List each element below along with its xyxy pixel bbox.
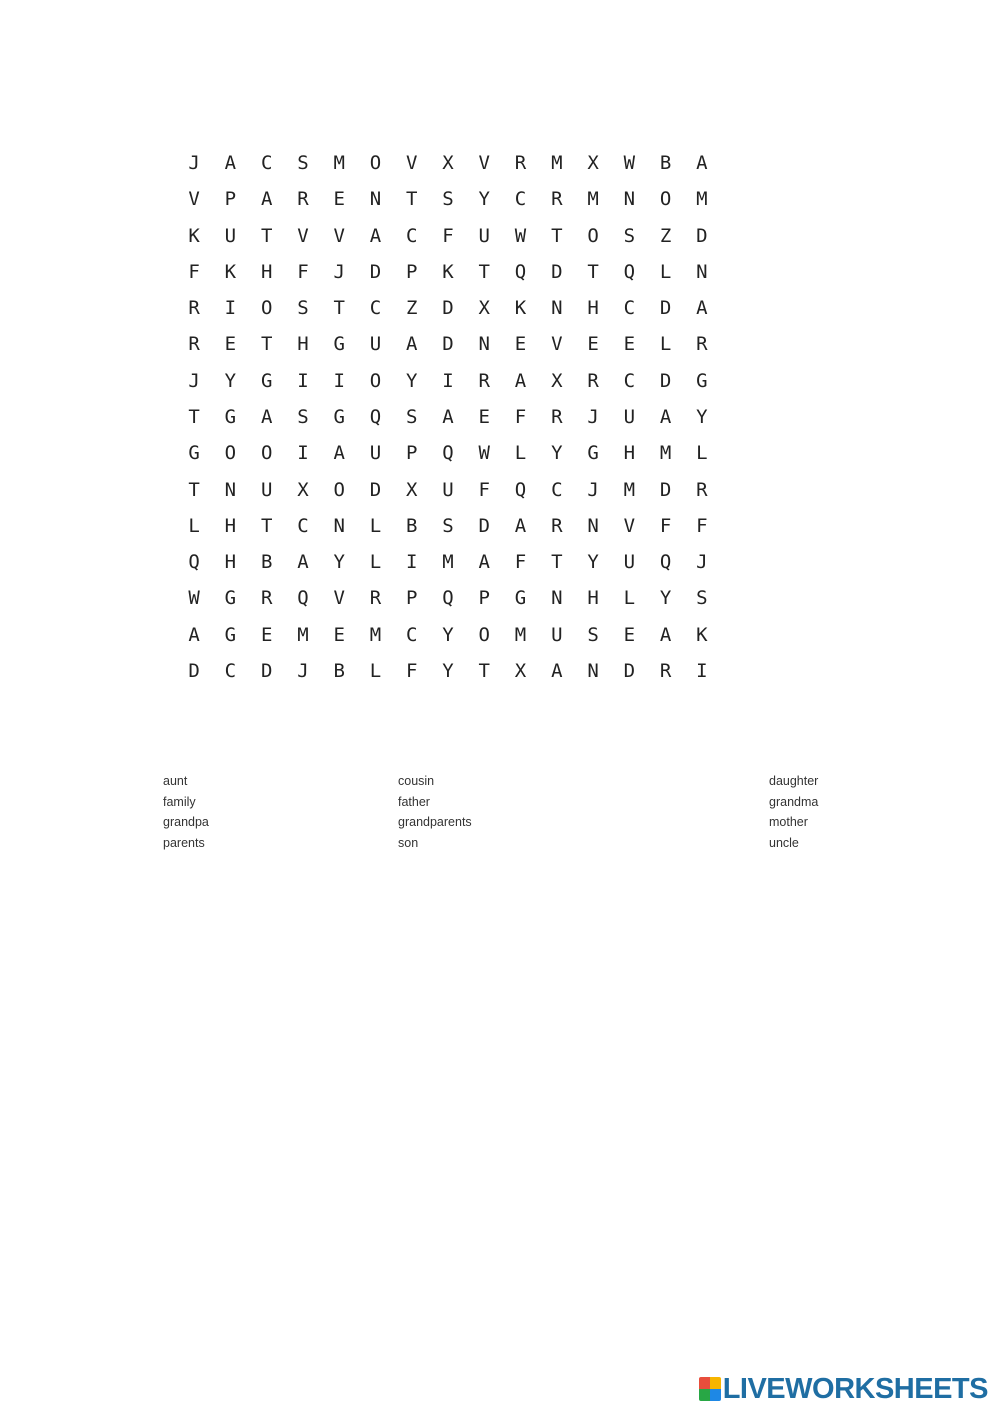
grid-letter: T: [551, 551, 563, 574]
grid-letter: S: [442, 514, 454, 537]
grid-letter: V: [478, 152, 490, 175]
grid-letter: O: [260, 297, 273, 320]
grid-letter: G: [224, 405, 237, 428]
grid-letter: J: [333, 260, 345, 283]
grid-letter: T: [406, 188, 418, 211]
grid-letter: K: [442, 260, 454, 283]
grid-letter: L: [514, 442, 527, 465]
grid-letter: H: [224, 514, 237, 537]
grid-letter: M: [587, 188, 599, 211]
grid-letter: P: [224, 188, 237, 211]
grid-letter: C: [551, 478, 563, 501]
grid-letter: D: [696, 224, 708, 247]
grid-letter: W: [188, 587, 200, 610]
grid-letter: P: [478, 587, 490, 610]
grid-letter: D: [369, 260, 382, 283]
grid-letter: U: [551, 623, 563, 646]
grid-letter: F: [514, 405, 527, 428]
grid-letter: Q: [297, 587, 309, 610]
grid-letter: U: [442, 478, 454, 501]
grid-letter: D: [659, 478, 672, 501]
grid-letter: U: [369, 333, 382, 356]
grid-letter: A: [333, 442, 345, 465]
grid-letter: P: [406, 587, 418, 610]
grid-letter: C: [623, 369, 636, 392]
grid-letter: A: [551, 659, 563, 682]
grid-letter: O: [260, 442, 273, 465]
grid-letter: Q: [623, 260, 636, 283]
grid-letter: J: [696, 551, 708, 574]
grid-letter: X: [514, 659, 527, 682]
word-item: grandpa: [163, 815, 209, 829]
grid-letter: X: [478, 297, 490, 320]
grid-letter: T: [478, 659, 490, 682]
brand-name: LIVEWORKSHEETS: [722, 1372, 988, 1405]
grid-letter: J: [188, 152, 200, 175]
grid-letter: A: [696, 297, 708, 320]
grid-letter: S: [297, 297, 309, 320]
grid-letter: M: [333, 152, 345, 175]
grid-letter: I: [297, 442, 309, 465]
grid-letter: V: [297, 224, 309, 247]
grid-letter: Z: [659, 224, 672, 247]
grid-letter: A: [514, 369, 527, 392]
word-search-grid: [176, 145, 720, 689]
grid-letter: I: [333, 369, 345, 392]
grid-letter: N: [369, 188, 382, 211]
grid-letter: B: [659, 152, 672, 175]
grid-letter: D: [659, 297, 672, 320]
grid-letter: J: [297, 659, 309, 682]
grid-letter: A: [297, 551, 309, 574]
grid-letter: K: [514, 297, 527, 320]
grid-letter: X: [442, 152, 454, 175]
grid-letter: Q: [442, 587, 454, 610]
grid-letter: U: [623, 551, 636, 574]
grid-letter: G: [696, 369, 708, 392]
grid-letter: D: [260, 659, 273, 682]
grid-letter: E: [260, 623, 273, 646]
word-list-column-3: [769, 771, 818, 853]
grid-letter: R: [188, 333, 200, 356]
grid-letter: R: [587, 369, 599, 392]
grid-letter: X: [551, 369, 563, 392]
grid-letter: A: [696, 152, 708, 175]
grid-letter: R: [369, 587, 382, 610]
grid-letter: N: [333, 514, 345, 537]
liveworksheets-brand: [699, 1374, 988, 1404]
grid-letter: I: [696, 659, 708, 682]
grid-letter: Q: [369, 405, 382, 428]
grid-letter: H: [260, 260, 273, 283]
grid-letter: Y: [442, 623, 454, 646]
grid-letter: F: [297, 260, 309, 283]
grid-letter: U: [478, 224, 490, 247]
grid-letter: B: [260, 551, 273, 574]
grid-letter: V: [333, 224, 345, 247]
grid-letter: R: [514, 152, 527, 175]
grid-letter: P: [406, 260, 418, 283]
grid-letter: S: [442, 188, 454, 211]
grid-letter: X: [587, 152, 599, 175]
grid-letter: D: [188, 659, 200, 682]
grid-letter: W: [478, 442, 490, 465]
grid-letter: S: [297, 405, 309, 428]
grid-letter: C: [297, 514, 309, 537]
grid-letter: L: [623, 587, 636, 610]
grid-letter: D: [551, 260, 563, 283]
grid-letter: L: [369, 659, 382, 682]
grid-letter: Y: [696, 405, 708, 428]
grid-letter: U: [369, 442, 382, 465]
grid-letter: R: [478, 369, 490, 392]
grid-letter: K: [696, 623, 708, 646]
grid-letter: R: [551, 188, 563, 211]
grid-letter: K: [224, 260, 237, 283]
grid-letter: H: [587, 297, 599, 320]
grid-letter: R: [696, 333, 708, 356]
grid-letter: T: [188, 405, 200, 428]
grid-letter: T: [260, 333, 273, 356]
grid-letter: C: [406, 224, 418, 247]
grid-letter: W: [623, 152, 636, 175]
grid-letter: B: [406, 514, 418, 537]
grid-letter: R: [696, 478, 708, 501]
grid-letter: A: [659, 405, 672, 428]
grid-letter: C: [369, 297, 382, 320]
grid-letter: D: [478, 514, 490, 537]
grid-letter: R: [659, 659, 672, 682]
grid-letter: E: [587, 333, 599, 356]
grid-letter: C: [224, 659, 237, 682]
grid-letter: T: [551, 224, 563, 247]
grid-letter: U: [224, 224, 237, 247]
grid-letter: M: [623, 478, 636, 501]
grid-letter: L: [188, 514, 200, 537]
grid-letter: M: [551, 152, 563, 175]
word-item: mother: [769, 815, 808, 829]
grid-letter: T: [333, 297, 345, 320]
grid-letter: I: [224, 297, 237, 320]
grid-letter: T: [188, 478, 200, 501]
grid-letter: I: [406, 551, 418, 574]
grid-letter: X: [406, 478, 418, 501]
grid-letter: V: [623, 514, 636, 537]
grid-letter: R: [551, 405, 563, 428]
grid-letter: O: [333, 478, 345, 501]
grid-letter: L: [369, 551, 382, 574]
grid-letter: N: [587, 659, 599, 682]
grid-letter: I: [297, 369, 309, 392]
grid-letter: P: [406, 442, 418, 465]
grid-letter: L: [696, 442, 708, 465]
grid-letter: Y: [659, 587, 672, 610]
word-item: grandma: [769, 794, 819, 809]
grid-letter: X: [297, 478, 309, 501]
grid-letter: D: [369, 478, 382, 501]
liveworksheets-logo-icon: [699, 1377, 721, 1401]
grid-letter: Y: [587, 551, 599, 574]
grid-letter: A: [406, 333, 418, 356]
grid-letter: E: [623, 623, 636, 646]
grid-letter: A: [188, 623, 200, 646]
grid-letter: H: [224, 551, 237, 574]
grid-letter: G: [514, 587, 527, 610]
grid-letter: E: [333, 188, 345, 211]
grid-letter: Q: [442, 442, 454, 465]
grid-letter: E: [623, 333, 636, 356]
word-list-column-1: [163, 771, 209, 853]
grid-letter: J: [587, 478, 599, 501]
grid-letter: A: [224, 152, 237, 175]
grid-letter: W: [514, 224, 527, 247]
grid-letter: G: [587, 442, 599, 465]
grid-letter: O: [369, 152, 382, 175]
grid-letter: R: [551, 514, 563, 537]
grid-letter: K: [188, 224, 200, 247]
grid-letter: E: [478, 405, 490, 428]
grid-letter: B: [333, 659, 345, 682]
grid-letter: G: [188, 442, 200, 465]
grid-letter: C: [260, 152, 273, 175]
grid-letter: N: [551, 297, 563, 320]
grid-letter: A: [260, 188, 273, 211]
grid-letter: V: [551, 333, 563, 356]
word-item: father: [398, 794, 430, 809]
grid-letter: U: [260, 478, 273, 501]
grid-letter: Y: [442, 659, 454, 682]
grid-letter: C: [623, 297, 636, 320]
grid-letter: E: [514, 333, 527, 356]
grid-letter: V: [333, 587, 345, 610]
grid-letter: L: [659, 333, 672, 356]
grid-letter: M: [297, 623, 309, 646]
word-item: family: [163, 794, 196, 809]
grid-letter: A: [514, 514, 527, 537]
grid-letter: A: [478, 551, 490, 574]
grid-letter: D: [659, 369, 672, 392]
grid-letter: Y: [224, 369, 237, 392]
word-list: [0, 771, 1000, 861]
grid-letter: D: [442, 333, 454, 356]
grid-letter: Q: [659, 551, 672, 574]
grid-letter: J: [587, 405, 599, 428]
word-item: son: [398, 835, 419, 850]
grid-letter: Y: [406, 369, 418, 392]
grid-letter: S: [696, 587, 708, 610]
grid-letter: T: [260, 514, 273, 537]
grid-letter: T: [260, 224, 273, 247]
word-item: cousin: [398, 774, 435, 788]
grid-letter: T: [587, 260, 599, 283]
grid-letter: S: [297, 152, 309, 175]
grid-letter: T: [478, 260, 490, 283]
grid-letter: F: [514, 551, 527, 574]
word-item: parents: [163, 835, 205, 850]
grid-letter: Z: [406, 297, 418, 320]
grid-letter: M: [696, 188, 708, 211]
word-item: daughter: [769, 774, 819, 788]
grid-letter: F: [659, 514, 672, 537]
grid-letter: L: [659, 260, 672, 283]
grid-letter: C: [514, 188, 527, 211]
grid-letter: N: [551, 587, 563, 610]
grid-letter: I: [442, 369, 454, 392]
grid-letter: Q: [514, 478, 527, 501]
grid-letter: Q: [514, 260, 527, 283]
grid-letter: O: [659, 188, 672, 211]
grid-letter: U: [623, 405, 636, 428]
grid-letter: G: [333, 405, 345, 428]
grid-letter: N: [696, 260, 708, 283]
grid-letter: A: [260, 405, 273, 428]
grid-letter: R: [260, 587, 273, 610]
grid-letter: Q: [188, 551, 200, 574]
grid-letter: O: [224, 442, 237, 465]
grid-letter: J: [188, 369, 200, 392]
grid-letter: O: [369, 369, 382, 392]
grid-letter: R: [297, 188, 309, 211]
grid-letter: F: [478, 478, 490, 501]
grid-letter: N: [587, 514, 599, 537]
grid-letter: G: [333, 333, 345, 356]
grid-letter: F: [442, 224, 454, 247]
grid-letter: F: [696, 514, 708, 537]
grid-letter: N: [478, 333, 490, 356]
grid-letter: H: [297, 333, 309, 356]
grid-letter: H: [623, 442, 636, 465]
grid-letter: M: [442, 551, 454, 574]
grid-letter: L: [369, 514, 382, 537]
word-item: grandparents: [398, 815, 472, 829]
grid-letter: V: [188, 188, 200, 211]
grid-letter: F: [188, 260, 200, 283]
word-item: uncle: [769, 835, 799, 850]
grid-letter: A: [369, 224, 382, 247]
grid-letter: A: [659, 623, 672, 646]
grid-letter: R: [188, 297, 200, 320]
grid-letter: G: [224, 623, 237, 646]
grid-letter: O: [587, 224, 599, 247]
grid-letter: S: [406, 405, 418, 428]
grid-letter: E: [333, 623, 345, 646]
grid-letter: Y: [551, 442, 563, 465]
grid-letter: Y: [478, 188, 490, 211]
grid-letter: S: [587, 623, 599, 646]
grid-letter: E: [224, 333, 237, 356]
grid-letter: G: [260, 369, 273, 392]
grid-letter: D: [442, 297, 454, 320]
grid-letter: G: [224, 587, 237, 610]
grid-letter: V: [406, 152, 418, 175]
grid-letter: A: [442, 405, 454, 428]
grid-letter: N: [224, 478, 237, 501]
grid-letter: M: [514, 623, 527, 646]
word-list-column-2: [398, 771, 472, 853]
grid-letter: Y: [333, 551, 345, 574]
grid-letter: S: [623, 224, 636, 247]
grid-letter: H: [587, 587, 599, 610]
word-item: aunt: [163, 774, 188, 788]
grid-letter: M: [659, 442, 672, 465]
grid-letter: O: [478, 623, 490, 646]
grid-letter: D: [623, 659, 636, 682]
grid-letter: M: [369, 623, 382, 646]
grid-letter: C: [406, 623, 418, 646]
grid-letter: F: [406, 659, 418, 682]
grid-letter: N: [623, 188, 636, 211]
